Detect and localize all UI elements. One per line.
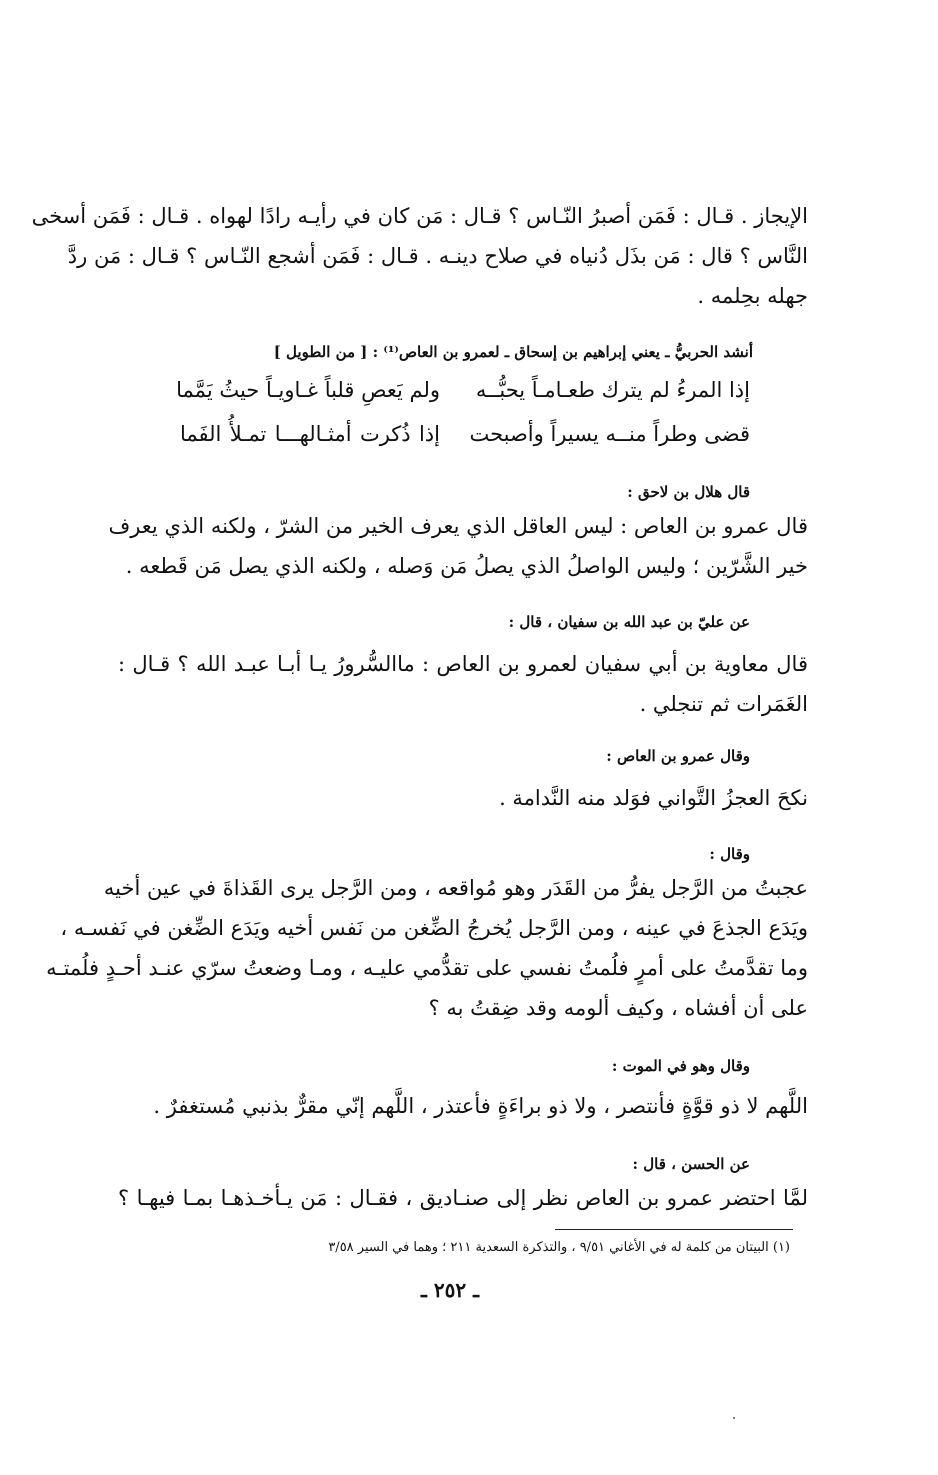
verse-first-hemistich: إذا المرءُ لم يترك طعـامـاً يحبُّــه	[475, 378, 750, 402]
text-line: قال معاوية بن أبي سفيان لعمرو بن العاص : ماالسُّرورُ يـا أبـا عبـد الله ؟ قـال :	[118, 652, 808, 676]
verse-line	[180, 416, 750, 452]
text-line: ويَدَع الجذعَ في عينه ، ومن الرَّجل يُخرجُ الضِّغن من نَفس أخيه ويَدَع الضِّغن في نَفسـه ،	[60, 916, 808, 940]
section-heading: وقال :	[709, 845, 750, 863]
text-line: على أن أفشاه ، وكيف ألومه وقد ضِقتُ به ؟	[428, 996, 808, 1020]
text-line: اللَّهم لا ذو قوَّةٍ فأنتصر ، ولا ذو براءَةٍ فأعتذر ، اللَّهم إنّي مقرٌّ بذنبي مُستغفرٌ .	[153, 1094, 808, 1118]
section-heading: قال هلال بن لاحق :	[627, 483, 750, 501]
section-heading: وقال وهو في الموت :	[611, 1057, 750, 1075]
verse-first-hemistich: قضى وطراً منــه يسيراً وأصبحت	[469, 422, 750, 446]
section-heading: عن الحسن ، قال :	[632, 1155, 750, 1173]
footnote: (١) البيتان من كلمة له في الأغاني ٩/٥١ ، والتذكرة السعدية ٢١١ ؛ وهما في السير ٣/٥٨	[328, 1240, 790, 1255]
text-line: النَّاس ؟ قال : مَن بذَل دُنياه في صلاح دينـه . قـال : فَمَن أشجع النّـاس ؟ قـال : مَن ردَّ	[67, 244, 808, 268]
text-line: وما تقدَّمتُ على أمرٍ فلُمتُ نفسي على تقدُّمي عليـه ، ومـا وضعتُ سرّي عنـد أحـدٍ فلُمتـه	[46, 956, 808, 980]
paragraph-top	[31, 196, 808, 316]
section-body	[118, 778, 808, 818]
page-number: ـ ٢٥٢ ـ	[421, 1278, 479, 1302]
scan-speck	[733, 1417, 735, 1419]
text-line: نكحَ العجزُ التَّواني فوَلد منه النَّدامة .	[499, 786, 808, 810]
verse-second-hemistich: إذا ذُكرت أمثـالهـــا تمـلأُ الفَما	[180, 422, 440, 446]
section-body	[118, 1178, 808, 1218]
section-body	[108, 506, 808, 586]
text-line: جهله بحِلمه .	[697, 284, 808, 308]
section-body	[46, 868, 808, 1028]
text-line: الغَمَرات ثم تنجلي .	[639, 692, 808, 716]
text-line: الإيجاز . قـال : فَمَن أصبرُ النّـاس ؟ قـال : مَن كان في رأيـه رادًا لهواه . قـال : فَمَن أسخى	[31, 204, 808, 228]
verse-second-hemistich: ولم يَعصِ قلباً غـاويـاً حيثُ يَمَّما	[176, 378, 440, 402]
section-body	[118, 644, 808, 724]
section-body	[118, 1086, 808, 1126]
text-line: قال عمرو بن العاص : ليس العاقل الذي يعرف الخير من الشرّ ، ولكنه الذي يعرف	[108, 514, 808, 538]
verse-line	[176, 372, 750, 408]
footnote-divider	[555, 1229, 793, 1230]
text-line: عجبتُ من الرَّجل يفرُّ من القَدَر وهو مُواقعه ، ومن الرَّجل يرى القَذاةَ في عين أخيه	[103, 876, 808, 900]
section-heading: وقال عمرو بن العاص :	[606, 747, 750, 765]
section-heading: عن عليّ بن عبد الله بن سفيان ، قال :	[508, 613, 750, 631]
text-line: خير الشَّرّين ؛ وليس الواصلُ الذي يصلُ مَن وَصله ، ولكنه الذي يصل مَن قَطعه .	[125, 554, 808, 578]
text-line: لمَّا احتضر عمرو بن العاص نظر إلى صنـاديق ، فقـال : مَن يـأخـذهـا بمـا فيهـا ؟	[118, 1186, 808, 1210]
poem-intro: أنشد الحربيُّ ـ يعني إبراهيم بن إسحاق ـ لعمرو بن العاص⁽¹⁾ : [ من الطويل ]	[273, 343, 753, 361]
